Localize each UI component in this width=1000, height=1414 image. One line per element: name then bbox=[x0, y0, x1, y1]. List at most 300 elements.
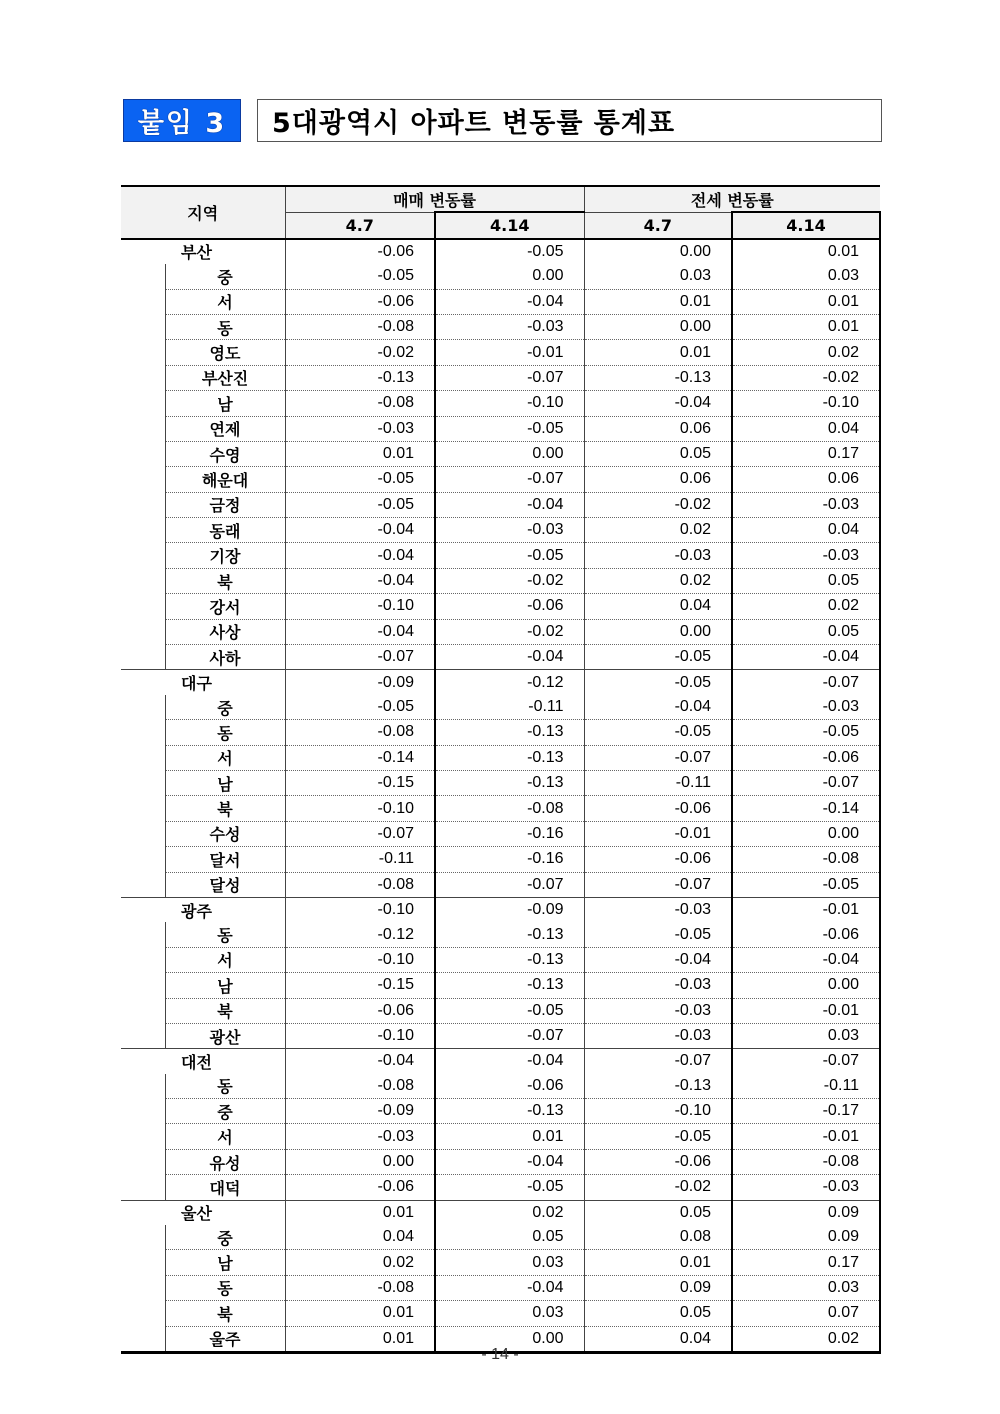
sale-4-14-value: -0.03 bbox=[435, 518, 584, 543]
sale-4-14-value: 0.00 bbox=[435, 264, 584, 289]
jeonse-4-7-value: -0.06 bbox=[584, 847, 732, 872]
indent-spacer bbox=[121, 492, 165, 517]
district-row bbox=[121, 872, 880, 897]
city-name: 부산 bbox=[121, 239, 285, 264]
sale-4-14-value: 0.00 bbox=[435, 1326, 584, 1352]
sale-4-7-value: -0.08 bbox=[285, 314, 435, 339]
district-name: 유성 bbox=[165, 1149, 285, 1174]
sale-4-7-value: -0.10 bbox=[285, 897, 435, 922]
jeonse-4-14-value: -0.03 bbox=[732, 492, 880, 517]
sale-4-14-value: -0.13 bbox=[435, 947, 584, 972]
sale-4-14-value: -0.07 bbox=[435, 1023, 584, 1048]
sale-4-7-value: 0.00 bbox=[285, 1149, 435, 1174]
jeonse-4-14-value: -0.07 bbox=[732, 670, 880, 695]
sale-4-14-value: -0.07 bbox=[435, 365, 584, 390]
district-name: 중 bbox=[165, 264, 285, 289]
sale-4-14-value: 0.00 bbox=[435, 441, 584, 466]
jeonse-4-7-value: 0.02 bbox=[584, 518, 732, 543]
jeonse-4-14-value: -0.03 bbox=[732, 543, 880, 568]
indent-spacer bbox=[121, 872, 165, 897]
district-row bbox=[121, 745, 880, 770]
indent-spacer bbox=[121, 518, 165, 543]
jeonse-4-7-value: -0.04 bbox=[584, 391, 732, 416]
city-row bbox=[121, 1200, 880, 1225]
district-row bbox=[121, 467, 880, 492]
region-header: 지역 bbox=[121, 186, 285, 239]
indent-spacer bbox=[121, 1250, 165, 1275]
sale-4-14-value: -0.03 bbox=[435, 314, 584, 339]
sale-4-7-value: -0.11 bbox=[285, 847, 435, 872]
jeonse-4-7-value: -0.05 bbox=[584, 922, 732, 947]
jeonse-col-4-7: 4.7 bbox=[584, 212, 732, 238]
sale-4-14-value: -0.13 bbox=[435, 973, 584, 998]
jeonse-4-14-value: -0.03 bbox=[732, 1175, 880, 1200]
jeonse-4-14-value: -0.07 bbox=[732, 1049, 880, 1074]
sale-4-7-value: -0.04 bbox=[285, 568, 435, 593]
district-name: 금정 bbox=[165, 492, 285, 517]
sale-4-7-value: -0.03 bbox=[285, 1124, 435, 1149]
city-name: 대전 bbox=[121, 1049, 285, 1074]
page-title: 5대광역시 아파트 변동률 통계표 bbox=[257, 99, 882, 142]
district-name: 수영 bbox=[165, 441, 285, 466]
district-name: 서 bbox=[165, 1124, 285, 1149]
sale-4-14-value: -0.16 bbox=[435, 847, 584, 872]
jeonse-4-14-value: 0.03 bbox=[732, 1275, 880, 1300]
sale-4-7-value: 0.01 bbox=[285, 1301, 435, 1326]
sale-4-14-value: -0.04 bbox=[435, 492, 584, 517]
sale-4-14-value: -0.05 bbox=[435, 239, 584, 264]
jeonse-4-7-value: -0.07 bbox=[584, 872, 732, 897]
sale-4-14-value: 0.03 bbox=[435, 1250, 584, 1275]
sale-4-14-value: -0.13 bbox=[435, 745, 584, 770]
sale-4-14-value: -0.13 bbox=[435, 770, 584, 795]
sale-4-7-value: -0.06 bbox=[285, 239, 435, 264]
jeonse-4-14-value: -0.01 bbox=[732, 897, 880, 922]
sale-4-7-value: -0.04 bbox=[285, 1049, 435, 1074]
jeonse-4-14-value: -0.02 bbox=[732, 365, 880, 390]
district-row bbox=[121, 1225, 880, 1250]
jeonse-4-7-value: -0.03 bbox=[584, 973, 732, 998]
district-row bbox=[121, 847, 880, 872]
jeonse-4-7-value: -0.06 bbox=[584, 1149, 732, 1174]
jeonse-rate-header: 전세 변동률 bbox=[584, 186, 880, 212]
jeonse-4-14-value: -0.04 bbox=[732, 947, 880, 972]
sale-4-14-value: -0.04 bbox=[435, 1149, 584, 1174]
sale-4-14-value: -0.16 bbox=[435, 821, 584, 846]
sale-4-7-value: -0.03 bbox=[285, 416, 435, 441]
jeonse-4-7-value: 0.03 bbox=[584, 264, 732, 289]
district-name: 동래 bbox=[165, 518, 285, 543]
jeonse-4-7-value: -0.10 bbox=[584, 1099, 732, 1124]
sale-4-14-value: -0.09 bbox=[435, 897, 584, 922]
jeonse-4-7-value: -0.05 bbox=[584, 670, 732, 695]
title-bar bbox=[123, 99, 882, 143]
district-name: 연제 bbox=[165, 416, 285, 441]
sale-4-7-value: -0.05 bbox=[285, 492, 435, 517]
district-name: 북 bbox=[165, 568, 285, 593]
jeonse-4-7-value: 0.01 bbox=[584, 289, 732, 314]
jeonse-4-14-value: 0.03 bbox=[732, 1023, 880, 1048]
jeonse-4-7-value: -0.02 bbox=[584, 492, 732, 517]
jeonse-4-7-value: -0.03 bbox=[584, 897, 732, 922]
indent-spacer bbox=[121, 770, 165, 795]
district-name: 달성 bbox=[165, 872, 285, 897]
district-name: 동 bbox=[165, 314, 285, 339]
jeonse-4-14-value: -0.03 bbox=[732, 695, 880, 720]
sale-4-14-value: -0.04 bbox=[435, 1275, 584, 1300]
district-name: 광산 bbox=[165, 1023, 285, 1048]
jeonse-4-7-value: 0.06 bbox=[584, 416, 732, 441]
city-name: 울산 bbox=[121, 1200, 285, 1225]
district-name: 대덕 bbox=[165, 1175, 285, 1200]
district-row bbox=[121, 821, 880, 846]
district-name: 중 bbox=[165, 1225, 285, 1250]
sale-4-14-value: -0.04 bbox=[435, 289, 584, 314]
jeonse-4-7-value: -0.03 bbox=[584, 1023, 732, 1048]
sale-4-7-value: -0.09 bbox=[285, 670, 435, 695]
district-name: 강서 bbox=[165, 594, 285, 619]
jeonse-4-7-value: 0.04 bbox=[584, 1326, 732, 1352]
jeonse-4-14-value: 0.17 bbox=[732, 441, 880, 466]
indent-spacer bbox=[121, 847, 165, 872]
sale-4-7-value: -0.08 bbox=[285, 1074, 435, 1099]
sale-4-14-value: -0.07 bbox=[435, 872, 584, 897]
sale-4-14-value: -0.13 bbox=[435, 922, 584, 947]
jeonse-4-14-value: 0.01 bbox=[732, 289, 880, 314]
indent-spacer bbox=[121, 340, 165, 365]
jeonse-4-14-value: -0.11 bbox=[732, 1074, 880, 1099]
sale-4-14-value: -0.02 bbox=[435, 619, 584, 644]
district-name: 중 bbox=[165, 1099, 285, 1124]
indent-spacer bbox=[121, 695, 165, 720]
jeonse-4-7-value: 0.09 bbox=[584, 1275, 732, 1300]
page-number: - 14 - bbox=[481, 1346, 519, 1363]
jeonse-4-7-value: -0.05 bbox=[584, 1124, 732, 1149]
district-row bbox=[121, 441, 880, 466]
indent-spacer bbox=[121, 365, 165, 390]
indent-spacer bbox=[121, 314, 165, 339]
district-name: 남 bbox=[165, 770, 285, 795]
district-row bbox=[121, 1124, 880, 1149]
jeonse-4-14-value: 0.02 bbox=[732, 1326, 880, 1352]
indent-spacer bbox=[121, 543, 165, 568]
jeonse-4-14-value: 0.00 bbox=[732, 973, 880, 998]
jeonse-4-14-value: -0.08 bbox=[732, 847, 880, 872]
sale-col-4-14: 4.14 bbox=[435, 212, 584, 238]
indent-spacer bbox=[121, 796, 165, 821]
district-row bbox=[121, 1023, 880, 1048]
jeonse-4-7-value: -0.07 bbox=[584, 1049, 732, 1074]
jeonse-4-7-value: -0.06 bbox=[584, 796, 732, 821]
district-name: 북 bbox=[165, 796, 285, 821]
jeonse-4-7-value: -0.13 bbox=[584, 1074, 732, 1099]
indent-spacer bbox=[121, 1275, 165, 1300]
jeonse-4-7-value: -0.07 bbox=[584, 745, 732, 770]
district-row bbox=[121, 922, 880, 947]
sale-4-14-value: -0.02 bbox=[435, 568, 584, 593]
district-row bbox=[121, 264, 880, 289]
district-row bbox=[121, 289, 880, 314]
jeonse-4-7-value: 0.01 bbox=[584, 340, 732, 365]
sale-4-7-value: -0.02 bbox=[285, 340, 435, 365]
sale-4-14-value: 0.02 bbox=[435, 1200, 584, 1225]
jeonse-4-7-value: 0.08 bbox=[584, 1225, 732, 1250]
district-row bbox=[121, 1149, 880, 1174]
jeonse-4-14-value: -0.07 bbox=[732, 770, 880, 795]
sale-4-14-value: -0.05 bbox=[435, 543, 584, 568]
jeonse-4-14-value: 0.03 bbox=[732, 264, 880, 289]
jeonse-4-14-value: 0.01 bbox=[732, 239, 880, 264]
district-row bbox=[121, 365, 880, 390]
sale-4-7-value: -0.05 bbox=[285, 467, 435, 492]
jeonse-4-14-value: -0.01 bbox=[732, 998, 880, 1023]
jeonse-4-7-value: 0.04 bbox=[584, 594, 732, 619]
district-row bbox=[121, 340, 880, 365]
jeonse-4-14-value: 0.17 bbox=[732, 1250, 880, 1275]
district-row bbox=[121, 1275, 880, 1300]
indent-spacer bbox=[121, 289, 165, 314]
jeonse-4-7-value: 0.01 bbox=[584, 1250, 732, 1275]
district-row bbox=[121, 492, 880, 517]
district-name: 사하 bbox=[165, 645, 285, 670]
sale-4-7-value: -0.10 bbox=[285, 796, 435, 821]
jeonse-4-14-value: 0.07 bbox=[732, 1301, 880, 1326]
sale-4-7-value: -0.08 bbox=[285, 872, 435, 897]
sale-4-14-value: -0.01 bbox=[435, 340, 584, 365]
indent-spacer bbox=[121, 1023, 165, 1048]
indent-spacer bbox=[121, 467, 165, 492]
sale-4-7-value: -0.09 bbox=[285, 1099, 435, 1124]
indent-spacer bbox=[121, 391, 165, 416]
jeonse-4-14-value: 0.04 bbox=[732, 518, 880, 543]
district-name: 남 bbox=[165, 973, 285, 998]
sale-4-7-value: -0.12 bbox=[285, 922, 435, 947]
district-row bbox=[121, 518, 880, 543]
sale-4-14-value: -0.08 bbox=[435, 796, 584, 821]
district-row bbox=[121, 1099, 880, 1124]
district-name: 사상 bbox=[165, 619, 285, 644]
sale-4-7-value: -0.04 bbox=[285, 543, 435, 568]
district-row bbox=[121, 770, 880, 795]
city-row bbox=[121, 897, 880, 922]
district-name: 북 bbox=[165, 1301, 285, 1326]
sale-4-7-value: -0.07 bbox=[285, 821, 435, 846]
sale-4-7-value: -0.05 bbox=[285, 264, 435, 289]
appendix-badge: 붙임 3 bbox=[123, 99, 241, 142]
indent-spacer bbox=[121, 1301, 165, 1326]
sale-4-7-value: 0.04 bbox=[285, 1225, 435, 1250]
jeonse-4-7-value: 0.05 bbox=[584, 441, 732, 466]
district-name: 서 bbox=[165, 745, 285, 770]
apartment-change-rate-table bbox=[121, 185, 881, 1354]
sale-4-14-value: -0.06 bbox=[435, 1074, 584, 1099]
district-name: 동 bbox=[165, 922, 285, 947]
jeonse-4-7-value: -0.05 bbox=[584, 645, 732, 670]
jeonse-4-7-value: 0.02 bbox=[584, 568, 732, 593]
sale-4-7-value: -0.04 bbox=[285, 518, 435, 543]
jeonse-4-14-value: -0.14 bbox=[732, 796, 880, 821]
district-row bbox=[121, 720, 880, 745]
sale-4-7-value: -0.06 bbox=[285, 998, 435, 1023]
sale-4-7-value: 0.01 bbox=[285, 441, 435, 466]
sale-4-7-value: 0.01 bbox=[285, 1200, 435, 1225]
district-name: 울주 bbox=[165, 1326, 285, 1352]
jeonse-4-14-value: 0.00 bbox=[732, 821, 880, 846]
jeonse-4-7-value: 0.00 bbox=[584, 314, 732, 339]
sale-4-14-value: -0.04 bbox=[435, 645, 584, 670]
district-row bbox=[121, 543, 880, 568]
jeonse-4-14-value: -0.01 bbox=[732, 1124, 880, 1149]
sale-4-14-value: -0.12 bbox=[435, 670, 584, 695]
district-name: 남 bbox=[165, 1250, 285, 1275]
city-name: 대구 bbox=[121, 670, 285, 695]
indent-spacer bbox=[121, 1074, 165, 1099]
district-name: 동 bbox=[165, 720, 285, 745]
sale-4-7-value: 0.02 bbox=[285, 1250, 435, 1275]
indent-spacer bbox=[121, 1124, 165, 1149]
sale-4-14-value: -0.11 bbox=[435, 695, 584, 720]
jeonse-col-4-14: 4.14 bbox=[732, 212, 880, 238]
sale-4-14-value: -0.04 bbox=[435, 1049, 584, 1074]
city-row bbox=[121, 670, 880, 695]
sale-4-14-value: -0.13 bbox=[435, 720, 584, 745]
jeonse-4-14-value: -0.17 bbox=[732, 1099, 880, 1124]
sale-rate-header: 매매 변동률 bbox=[285, 186, 584, 212]
sale-4-7-value: -0.06 bbox=[285, 289, 435, 314]
indent-spacer bbox=[121, 645, 165, 670]
jeonse-4-14-value: 0.06 bbox=[732, 467, 880, 492]
jeonse-4-7-value: -0.03 bbox=[584, 543, 732, 568]
sale-4-7-value: -0.08 bbox=[285, 391, 435, 416]
jeonse-4-7-value: -0.04 bbox=[584, 947, 732, 972]
sale-4-7-value: -0.15 bbox=[285, 770, 435, 795]
jeonse-4-14-value: 0.02 bbox=[732, 340, 880, 365]
indent-spacer bbox=[121, 1175, 165, 1200]
jeonse-4-14-value: -0.04 bbox=[732, 645, 880, 670]
district-name: 부산진 bbox=[165, 365, 285, 390]
district-row bbox=[121, 1074, 880, 1099]
sale-4-7-value: -0.14 bbox=[285, 745, 435, 770]
sale-4-14-value: 0.01 bbox=[435, 1124, 584, 1149]
district-row bbox=[121, 1175, 880, 1200]
district-row bbox=[121, 1250, 880, 1275]
district-name: 서 bbox=[165, 289, 285, 314]
sale-4-14-value: 0.05 bbox=[435, 1225, 584, 1250]
district-name: 남 bbox=[165, 391, 285, 416]
district-row bbox=[121, 973, 880, 998]
jeonse-4-14-value: -0.06 bbox=[732, 745, 880, 770]
jeonse-4-14-value: 0.09 bbox=[732, 1225, 880, 1250]
district-name: 중 bbox=[165, 695, 285, 720]
sale-4-14-value: -0.05 bbox=[435, 1175, 584, 1200]
jeonse-4-14-value: 0.04 bbox=[732, 416, 880, 441]
indent-spacer bbox=[121, 1225, 165, 1250]
sale-4-7-value: -0.07 bbox=[285, 645, 435, 670]
district-name: 기장 bbox=[165, 543, 285, 568]
district-row bbox=[121, 947, 880, 972]
jeonse-4-7-value: 0.05 bbox=[584, 1301, 732, 1326]
sale-4-7-value: -0.15 bbox=[285, 973, 435, 998]
sale-4-7-value: -0.06 bbox=[285, 1175, 435, 1200]
district-row bbox=[121, 619, 880, 644]
sale-4-14-value: -0.05 bbox=[435, 998, 584, 1023]
sale-4-7-value: -0.08 bbox=[285, 1275, 435, 1300]
district-name: 달서 bbox=[165, 847, 285, 872]
jeonse-4-14-value: -0.08 bbox=[732, 1149, 880, 1174]
district-row bbox=[121, 645, 880, 670]
indent-spacer bbox=[121, 594, 165, 619]
indent-spacer bbox=[121, 568, 165, 593]
district-row bbox=[121, 594, 880, 619]
sale-4-14-value: -0.05 bbox=[435, 416, 584, 441]
district-row bbox=[121, 568, 880, 593]
indent-spacer bbox=[121, 973, 165, 998]
district-row bbox=[121, 1301, 880, 1326]
indent-spacer bbox=[121, 947, 165, 972]
jeonse-4-7-value: -0.11 bbox=[584, 770, 732, 795]
indent-spacer bbox=[121, 720, 165, 745]
indent-spacer bbox=[121, 264, 165, 289]
city-row bbox=[121, 1049, 880, 1074]
jeonse-4-7-value: 0.05 bbox=[584, 1200, 732, 1225]
jeonse-4-7-value: -0.13 bbox=[584, 365, 732, 390]
indent-spacer bbox=[121, 821, 165, 846]
jeonse-4-7-value: 0.06 bbox=[584, 467, 732, 492]
indent-spacer bbox=[121, 1099, 165, 1124]
sale-4-14-value: -0.06 bbox=[435, 594, 584, 619]
sale-4-14-value: 0.03 bbox=[435, 1301, 584, 1326]
jeonse-4-14-value: 0.05 bbox=[732, 619, 880, 644]
jeonse-4-7-value: -0.01 bbox=[584, 821, 732, 846]
district-name: 동 bbox=[165, 1275, 285, 1300]
jeonse-4-14-value: -0.10 bbox=[732, 391, 880, 416]
sale-4-7-value: -0.10 bbox=[285, 594, 435, 619]
district-row bbox=[121, 314, 880, 339]
sale-4-14-value: -0.07 bbox=[435, 467, 584, 492]
district-row bbox=[121, 416, 880, 441]
jeonse-4-7-value: 0.00 bbox=[584, 239, 732, 264]
district-name: 동 bbox=[165, 1074, 285, 1099]
jeonse-4-7-value: -0.05 bbox=[584, 720, 732, 745]
jeonse-4-7-value: -0.02 bbox=[584, 1175, 732, 1200]
jeonse-4-14-value: -0.05 bbox=[732, 872, 880, 897]
district-row bbox=[121, 695, 880, 720]
sale-4-7-value: -0.13 bbox=[285, 365, 435, 390]
jeonse-4-7-value: -0.04 bbox=[584, 695, 732, 720]
jeonse-4-14-value: -0.05 bbox=[732, 720, 880, 745]
sale-4-7-value: 0.01 bbox=[285, 1326, 435, 1352]
city-row bbox=[121, 239, 880, 264]
jeonse-4-14-value: 0.02 bbox=[732, 594, 880, 619]
jeonse-4-7-value: -0.03 bbox=[584, 998, 732, 1023]
sale-col-4-7: 4.7 bbox=[285, 212, 435, 238]
indent-spacer bbox=[121, 745, 165, 770]
jeonse-4-14-value: 0.09 bbox=[732, 1200, 880, 1225]
jeonse-4-14-value: 0.01 bbox=[732, 314, 880, 339]
indent-spacer bbox=[121, 441, 165, 466]
district-name: 해운대 bbox=[165, 467, 285, 492]
district-name: 북 bbox=[165, 998, 285, 1023]
jeonse-4-14-value: 0.05 bbox=[732, 568, 880, 593]
indent-spacer bbox=[121, 416, 165, 441]
sale-4-14-value: -0.10 bbox=[435, 391, 584, 416]
sale-4-7-value: -0.04 bbox=[285, 619, 435, 644]
district-row bbox=[121, 796, 880, 821]
district-row bbox=[121, 998, 880, 1023]
sale-4-7-value: -0.08 bbox=[285, 720, 435, 745]
indent-spacer bbox=[121, 922, 165, 947]
city-name: 광주 bbox=[121, 897, 285, 922]
